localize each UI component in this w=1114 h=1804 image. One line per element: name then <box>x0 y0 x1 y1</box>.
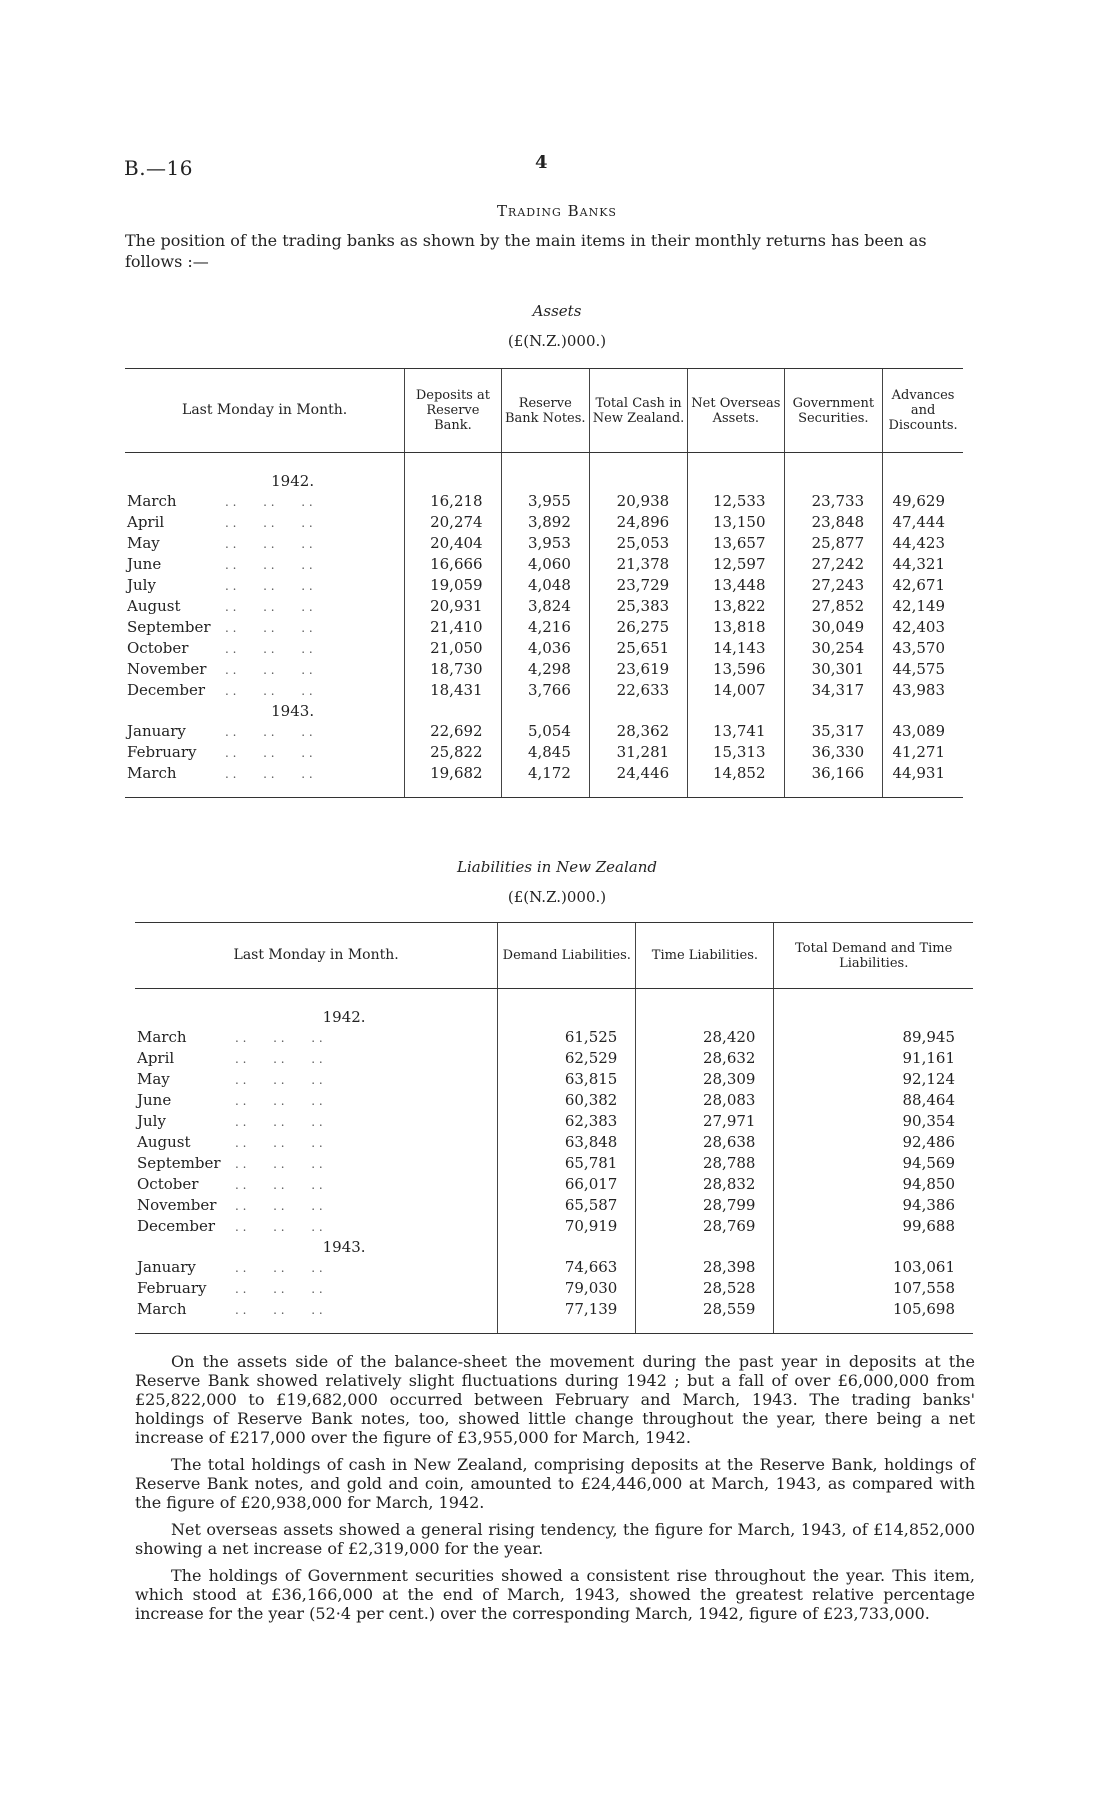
liabilities-value-cell: 88,464 <box>774 1090 973 1111</box>
liabilities-table-row <box>135 1195 973 1216</box>
assets-value-cell: 13,818 <box>688 617 784 638</box>
liabilities-value-cell: 28,309 <box>636 1069 774 1090</box>
month-label: April <box>137 1048 175 1067</box>
assets-value-cell: 13,150 <box>688 512 784 533</box>
empty-cell <box>589 701 687 721</box>
liabilities-year-row <box>135 1237 973 1257</box>
empty-cell <box>135 1320 498 1334</box>
commentary-paragraph: The holdings of Government securities showed a consistent rise throughout the year. This item, which stood at £36,166,000 at the end of March, 1943, showed the greatest relative percentage increase for the year (52·4 per cent.) over the corresponding March, 1942, figure of £23,733,000. <box>135 1566 975 1623</box>
leader-dots: . . . . . . <box>225 578 313 593</box>
assets-year-label: 1942. <box>271 471 315 490</box>
assets-table <box>125 368 963 798</box>
assets-value-cell: 47,444 <box>883 512 963 533</box>
assets-value-cell: 13,822 <box>688 596 784 617</box>
liabilities-month-cell <box>135 1195 498 1216</box>
assets-month-cell <box>125 659 405 680</box>
empty-cell <box>498 1320 636 1334</box>
leader-dots: . . . . . . <box>235 1260 323 1275</box>
liabilities-value-cell: 62,383 <box>498 1111 636 1132</box>
leader-dots: . . . . . . <box>235 1114 323 1129</box>
liabilities-value-cell: 90,354 <box>774 1111 973 1132</box>
liabilities-col-time: Time Liabilities. <box>636 923 774 989</box>
assets-month-cell <box>125 617 405 638</box>
liabilities-table-row <box>135 1299 973 1320</box>
liabilities-year-row <box>135 989 973 1027</box>
liabilities-month-cell <box>135 1111 498 1132</box>
assets-table-row <box>125 680 963 701</box>
empty-cell <box>774 989 973 1027</box>
month-label: August <box>127 596 181 615</box>
empty-cell <box>784 453 883 491</box>
assets-month-cell <box>125 680 405 701</box>
liabilities-value-cell: 28,398 <box>636 1257 774 1278</box>
empty-cell <box>774 1320 973 1334</box>
leader-dots: . . . . . . <box>225 724 313 739</box>
leader-dots: . . . . . . <box>225 557 313 572</box>
liabilities-value-cell: 65,781 <box>498 1153 636 1174</box>
leader-dots: . . . . . . <box>235 1219 323 1234</box>
month-label: June <box>137 1090 172 1109</box>
assets-table-row <box>125 763 963 784</box>
assets-value-cell: 22,692 <box>405 721 501 742</box>
liabilities-value-cell: 77,139 <box>498 1299 636 1320</box>
assets-value-cell: 14,852 <box>688 763 784 784</box>
liabilities-value-cell: 28,799 <box>636 1195 774 1216</box>
assets-value-cell: 4,298 <box>501 659 589 680</box>
assets-value-cell: 26,275 <box>589 617 687 638</box>
liabilities-month-cell <box>135 1216 498 1237</box>
empty-cell <box>498 1237 636 1257</box>
assets-value-cell: 13,741 <box>688 721 784 742</box>
month-label: April <box>127 512 165 531</box>
assets-col-deposits: Deposits at Reserve Bank. <box>405 369 501 453</box>
empty-cell <box>501 453 589 491</box>
month-label: September <box>137 1153 221 1172</box>
empty-cell <box>589 784 687 798</box>
liabilities-table-row <box>135 1257 973 1278</box>
assets-value-cell: 21,378 <box>589 554 687 575</box>
page-number: 4 <box>535 152 548 173</box>
liabilities-value-cell: 28,632 <box>636 1048 774 1069</box>
assets-table-row <box>125 575 963 596</box>
assets-value-cell: 24,446 <box>589 763 687 784</box>
empty-cell <box>688 784 784 798</box>
assets-value-cell: 4,216 <box>501 617 589 638</box>
leader-dots: . . . . . . <box>235 1281 323 1296</box>
assets-table-row <box>125 512 963 533</box>
liabilities-table-row <box>135 1216 973 1237</box>
liabilities-value-cell: 28,769 <box>636 1216 774 1237</box>
liabilities-month-cell <box>135 1069 498 1090</box>
assets-value-cell: 44,575 <box>883 659 963 680</box>
assets-col-month: Last Monday in Month. <box>125 369 405 453</box>
leader-dots: . . . . . . <box>235 1072 323 1087</box>
liabilities-value-cell: 89,945 <box>774 1027 973 1048</box>
assets-value-cell: 3,766 <box>501 680 589 701</box>
empty-cell <box>125 784 405 798</box>
liabilities-value-cell: 28,638 <box>636 1132 774 1153</box>
assets-value-cell: 35,317 <box>784 721 883 742</box>
assets-value-cell: 18,730 <box>405 659 501 680</box>
month-label: January <box>127 721 186 740</box>
assets-value-cell: 13,448 <box>688 575 784 596</box>
liabilities-value-cell: 70,919 <box>498 1216 636 1237</box>
leader-dots: . . . . . . <box>235 1051 323 1066</box>
liabilities-table-row <box>135 1111 973 1132</box>
assets-unit: (£(N.Z.)000.) <box>507 332 607 350</box>
assets-value-cell: 4,060 <box>501 554 589 575</box>
liabilities-month-cell <box>135 1278 498 1299</box>
month-label: December <box>127 680 206 699</box>
leader-dots: . . . . . . <box>235 1198 323 1213</box>
leader-dots: . . . . . . <box>225 494 313 509</box>
leader-dots: . . . . . . <box>235 1177 323 1192</box>
liabilities-value-cell: 91,161 <box>774 1048 973 1069</box>
assets-month-cell <box>125 763 405 784</box>
assets-table-row <box>125 659 963 680</box>
month-label: November <box>127 659 207 678</box>
assets-value-cell: 25,053 <box>589 533 687 554</box>
leader-dots: . . . . . . <box>225 745 313 760</box>
empty-cell <box>883 453 963 491</box>
assets-value-cell: 19,059 <box>405 575 501 596</box>
leader-dots: . . . . . . <box>225 641 313 656</box>
assets-month-cell <box>125 512 405 533</box>
assets-value-cell: 12,597 <box>688 554 784 575</box>
commentary-paragraph: The total holdings of cash in New Zealand, comprising deposits at the Reserve Bank, holdings of Reserve Bank notes, and gold and coin, amounted to £24,446,000 at March, 1943, as compared with the figure of £20,938,000 for March, 1942. <box>135 1455 975 1512</box>
empty-cell <box>405 453 501 491</box>
empty-cell <box>405 784 501 798</box>
assets-month-cell <box>125 596 405 617</box>
month-label: May <box>127 533 160 552</box>
liabilities-value-cell: 65,587 <box>498 1195 636 1216</box>
liabilities-value-cell: 28,559 <box>636 1299 774 1320</box>
liabilities-value-cell: 94,386 <box>774 1195 973 1216</box>
leader-dots: . . . . . . <box>235 1030 323 1045</box>
liabilities-value-cell: 107,558 <box>774 1278 973 1299</box>
month-label: July <box>137 1111 166 1130</box>
liabilities-month-cell <box>135 1132 498 1153</box>
assets-value-cell: 31,281 <box>589 742 687 763</box>
empty-cell <box>636 1237 774 1257</box>
empty-cell <box>883 784 963 798</box>
liabilities-value-cell: 66,017 <box>498 1174 636 1195</box>
assets-value-cell: 3,824 <box>501 596 589 617</box>
liabilities-table-row <box>135 1132 973 1153</box>
liabilities-value-cell: 63,848 <box>498 1132 636 1153</box>
assets-year-label: 1943. <box>271 701 315 720</box>
empty-cell <box>784 701 883 721</box>
assets-value-cell: 12,533 <box>688 491 784 512</box>
leader-dots: . . . . . . <box>225 683 313 698</box>
assets-col-govt-securities: Government Securities. <box>784 369 883 453</box>
liabilities-value-cell: 92,486 <box>774 1132 973 1153</box>
assets-col-advances: Advances and Discounts. <box>883 369 963 453</box>
assets-value-cell: 36,166 <box>784 763 883 784</box>
liabilities-value-cell: 28,528 <box>636 1278 774 1299</box>
assets-month-cell <box>125 575 405 596</box>
assets-value-cell: 30,254 <box>784 638 883 659</box>
assets-table-row <box>125 617 963 638</box>
assets-col-notes: Reserve Bank Notes. <box>501 369 589 453</box>
assets-value-cell: 20,404 <box>405 533 501 554</box>
month-label: September <box>127 617 211 636</box>
assets-col-total-cash: Total Cash in New Zealand. <box>589 369 687 453</box>
assets-value-cell: 43,089 <box>883 721 963 742</box>
leader-dots: . . . . . . <box>225 662 313 677</box>
assets-value-cell: 19,682 <box>405 763 501 784</box>
assets-value-cell: 25,877 <box>784 533 883 554</box>
assets-value-cell: 4,036 <box>501 638 589 659</box>
assets-value-cell: 14,007 <box>688 680 784 701</box>
liabilities-month-cell <box>135 1027 498 1048</box>
assets-col-overseas: Net Overseas Assets. <box>688 369 784 453</box>
liabilities-month-cell <box>135 1048 498 1069</box>
liabilities-value-cell: 94,569 <box>774 1153 973 1174</box>
liabilities-table-row <box>135 1278 973 1299</box>
assets-value-cell: 27,242 <box>784 554 883 575</box>
month-label: November <box>137 1195 217 1214</box>
assets-value-cell: 4,845 <box>501 742 589 763</box>
assets-value-cell: 21,410 <box>405 617 501 638</box>
liabilities-value-cell: 28,420 <box>636 1027 774 1048</box>
assets-table-row <box>125 742 963 763</box>
liabilities-value-cell: 74,663 <box>498 1257 636 1278</box>
assets-value-cell: 14,143 <box>688 638 784 659</box>
leader-dots: . . . . . . <box>225 766 313 781</box>
assets-value-cell: 34,317 <box>784 680 883 701</box>
assets-month-cell <box>125 491 405 512</box>
liabilities-table-row <box>135 1090 973 1111</box>
assets-value-cell: 23,619 <box>589 659 687 680</box>
assets-value-cell: 16,218 <box>405 491 501 512</box>
assets-value-cell: 27,852 <box>784 596 883 617</box>
assets-value-cell: 30,049 <box>784 617 883 638</box>
liabilities-col-month: Last Monday in Month. <box>135 923 498 989</box>
liabilities-unit: (£(N.Z.)000.) <box>507 888 607 906</box>
liabilities-value-cell: 61,525 <box>498 1027 636 1048</box>
leader-dots: . . . . . . <box>225 515 313 530</box>
assets-table-row <box>125 721 963 742</box>
liabilities-month-cell <box>135 1174 498 1195</box>
assets-value-cell: 25,651 <box>589 638 687 659</box>
month-label: January <box>137 1257 196 1276</box>
assets-value-cell: 20,274 <box>405 512 501 533</box>
empty-cell <box>688 701 784 721</box>
assets-value-cell: 28,362 <box>589 721 687 742</box>
assets-value-cell: 44,321 <box>883 554 963 575</box>
assets-value-cell: 18,431 <box>405 680 501 701</box>
liabilities-value-cell: 63,815 <box>498 1069 636 1090</box>
leader-dots: . . . . . . <box>225 536 313 551</box>
assets-table-row <box>125 596 963 617</box>
assets-value-cell: 30,301 <box>784 659 883 680</box>
assets-value-cell: 24,896 <box>589 512 687 533</box>
assets-value-cell: 25,822 <box>405 742 501 763</box>
liabilities-table-row <box>135 1048 973 1069</box>
liabilities-table-row <box>135 1069 973 1090</box>
assets-value-cell: 13,657 <box>688 533 784 554</box>
assets-value-cell: 4,048 <box>501 575 589 596</box>
assets-value-cell: 44,423 <box>883 533 963 554</box>
liabilities-value-cell: 60,382 <box>498 1090 636 1111</box>
month-label: February <box>127 742 197 761</box>
assets-value-cell: 13,596 <box>688 659 784 680</box>
month-label: December <box>137 1216 216 1235</box>
assets-value-cell: 41,271 <box>883 742 963 763</box>
assets-month-cell <box>125 721 405 742</box>
liabilities-value-cell: 105,698 <box>774 1299 973 1320</box>
empty-cell <box>405 701 501 721</box>
month-label: October <box>127 638 189 657</box>
month-label: March <box>137 1027 187 1046</box>
assets-table-row <box>125 554 963 575</box>
liabilities-value-cell: 103,061 <box>774 1257 973 1278</box>
table-end-row <box>125 784 963 798</box>
assets-year-row <box>125 701 963 721</box>
leader-dots: . . . . . . <box>235 1093 323 1108</box>
leader-dots: . . . . . . <box>225 620 313 635</box>
assets-month-cell <box>125 533 405 554</box>
assets-value-cell: 43,570 <box>883 638 963 659</box>
assets-value-cell: 20,938 <box>589 491 687 512</box>
assets-year-row <box>125 453 963 491</box>
assets-value-cell: 16,666 <box>405 554 501 575</box>
liabilities-table-row <box>135 1174 973 1195</box>
leader-dots: . . . . . . <box>235 1135 323 1150</box>
liabilities-value-cell: 27,971 <box>636 1111 774 1132</box>
month-label: June <box>127 554 162 573</box>
commentary-paragraph: On the assets side of the balance-sheet the movement during the past year in deposits at the Reserve Bank showed relatively slight fluctuations during 1942 ; but a fall of over £6,000,000 from £25,822,000 to £19,682,000 occurred between February and March, 1943. The trading banks' holdings of Reserve Bank notes, too, showed little change throughout the year, there being a net increase of £217,000 over the figure of £3,955,000 for March, 1942. <box>135 1352 975 1447</box>
leader-dots: . . . . . . <box>225 599 313 614</box>
empty-cell <box>688 453 784 491</box>
assets-value-cell: 15,313 <box>688 742 784 763</box>
assets-value-cell: 4,172 <box>501 763 589 784</box>
document-reference: B.—16 <box>124 156 194 180</box>
table-end-row <box>135 1320 973 1334</box>
liabilities-caption: Liabilities in New Zealand <box>457 858 657 876</box>
liabilities-month-cell <box>135 1257 498 1278</box>
leader-dots: . . . . . . <box>235 1302 323 1317</box>
assets-month-cell <box>125 742 405 763</box>
assets-value-cell: 43,983 <box>883 680 963 701</box>
assets-value-cell: 20,931 <box>405 596 501 617</box>
liabilities-value-cell: 92,124 <box>774 1069 973 1090</box>
assets-caption: Assets <box>532 302 582 320</box>
assets-value-cell: 42,149 <box>883 596 963 617</box>
assets-value-cell: 36,330 <box>784 742 883 763</box>
month-label: July <box>127 575 156 594</box>
assets-value-cell: 3,955 <box>501 491 589 512</box>
commentary-paragraph: Net overseas assets showed a general rising tendency, the figure for March, 1943, of £14,852,000 showing a net increase of £2,319,000 for the year. <box>135 1520 975 1558</box>
liabilities-value-cell: 28,083 <box>636 1090 774 1111</box>
empty-cell <box>501 784 589 798</box>
month-label: August <box>137 1132 191 1151</box>
month-label: March <box>127 491 177 510</box>
assets-value-cell: 5,054 <box>501 721 589 742</box>
assets-table-row <box>125 533 963 554</box>
liabilities-table-row <box>135 1027 973 1048</box>
empty-cell <box>636 989 774 1027</box>
assets-value-cell: 23,848 <box>784 512 883 533</box>
empty-cell <box>501 701 589 721</box>
empty-cell <box>589 453 687 491</box>
liabilities-value-cell: 99,688 <box>774 1216 973 1237</box>
liabilities-month-cell <box>135 1299 498 1320</box>
month-label: March <box>137 1299 187 1318</box>
liabilities-value-cell: 62,529 <box>498 1048 636 1069</box>
empty-cell <box>883 701 963 721</box>
month-label: May <box>137 1069 170 1088</box>
section-title: Trading Banks <box>497 202 617 220</box>
month-label: March <box>127 763 177 782</box>
liabilities-month-cell <box>135 1153 498 1174</box>
empty-cell <box>774 1237 973 1257</box>
assets-value-cell: 23,733 <box>784 491 883 512</box>
liabilities-table <box>135 922 973 1334</box>
assets-value-cell: 44,931 <box>883 763 963 784</box>
liabilities-col-total: Total Demand and Time Liabilities. <box>774 923 973 989</box>
assets-value-cell: 49,629 <box>883 491 963 512</box>
liabilities-value-cell: 79,030 <box>498 1278 636 1299</box>
assets-value-cell: 3,892 <box>501 512 589 533</box>
liabilities-value-cell: 28,832 <box>636 1174 774 1195</box>
assets-value-cell: 42,671 <box>883 575 963 596</box>
assets-value-cell: 27,243 <box>784 575 883 596</box>
liabilities-year-label: 1942. <box>322 1007 366 1026</box>
assets-value-cell: 21,050 <box>405 638 501 659</box>
assets-table-row <box>125 491 963 512</box>
liabilities-value-cell: 94,850 <box>774 1174 973 1195</box>
month-label: February <box>137 1278 207 1297</box>
assets-value-cell: 42,403 <box>883 617 963 638</box>
leader-dots: . . . . . . <box>235 1156 323 1171</box>
assets-value-cell: 25,383 <box>589 596 687 617</box>
empty-cell <box>636 1320 774 1334</box>
assets-value-cell: 22,633 <box>589 680 687 701</box>
assets-month-cell <box>125 554 405 575</box>
assets-value-cell: 3,953 <box>501 533 589 554</box>
assets-value-cell: 23,729 <box>589 575 687 596</box>
liabilities-year-label: 1943. <box>322 1237 366 1256</box>
liabilities-table-row <box>135 1153 973 1174</box>
assets-month-cell <box>125 638 405 659</box>
intro-paragraph: The position of the trading banks as shown by the main items in their monthly returns has been as follows :— <box>125 231 927 271</box>
assets-table-row <box>125 638 963 659</box>
liabilities-value-cell: 28,788 <box>636 1153 774 1174</box>
month-label: October <box>137 1174 199 1193</box>
commentary <box>135 1352 975 1631</box>
empty-cell <box>498 989 636 1027</box>
liabilities-month-cell <box>135 1090 498 1111</box>
empty-cell <box>784 784 883 798</box>
liabilities-col-demand: Demand Liabilities. <box>498 923 636 989</box>
